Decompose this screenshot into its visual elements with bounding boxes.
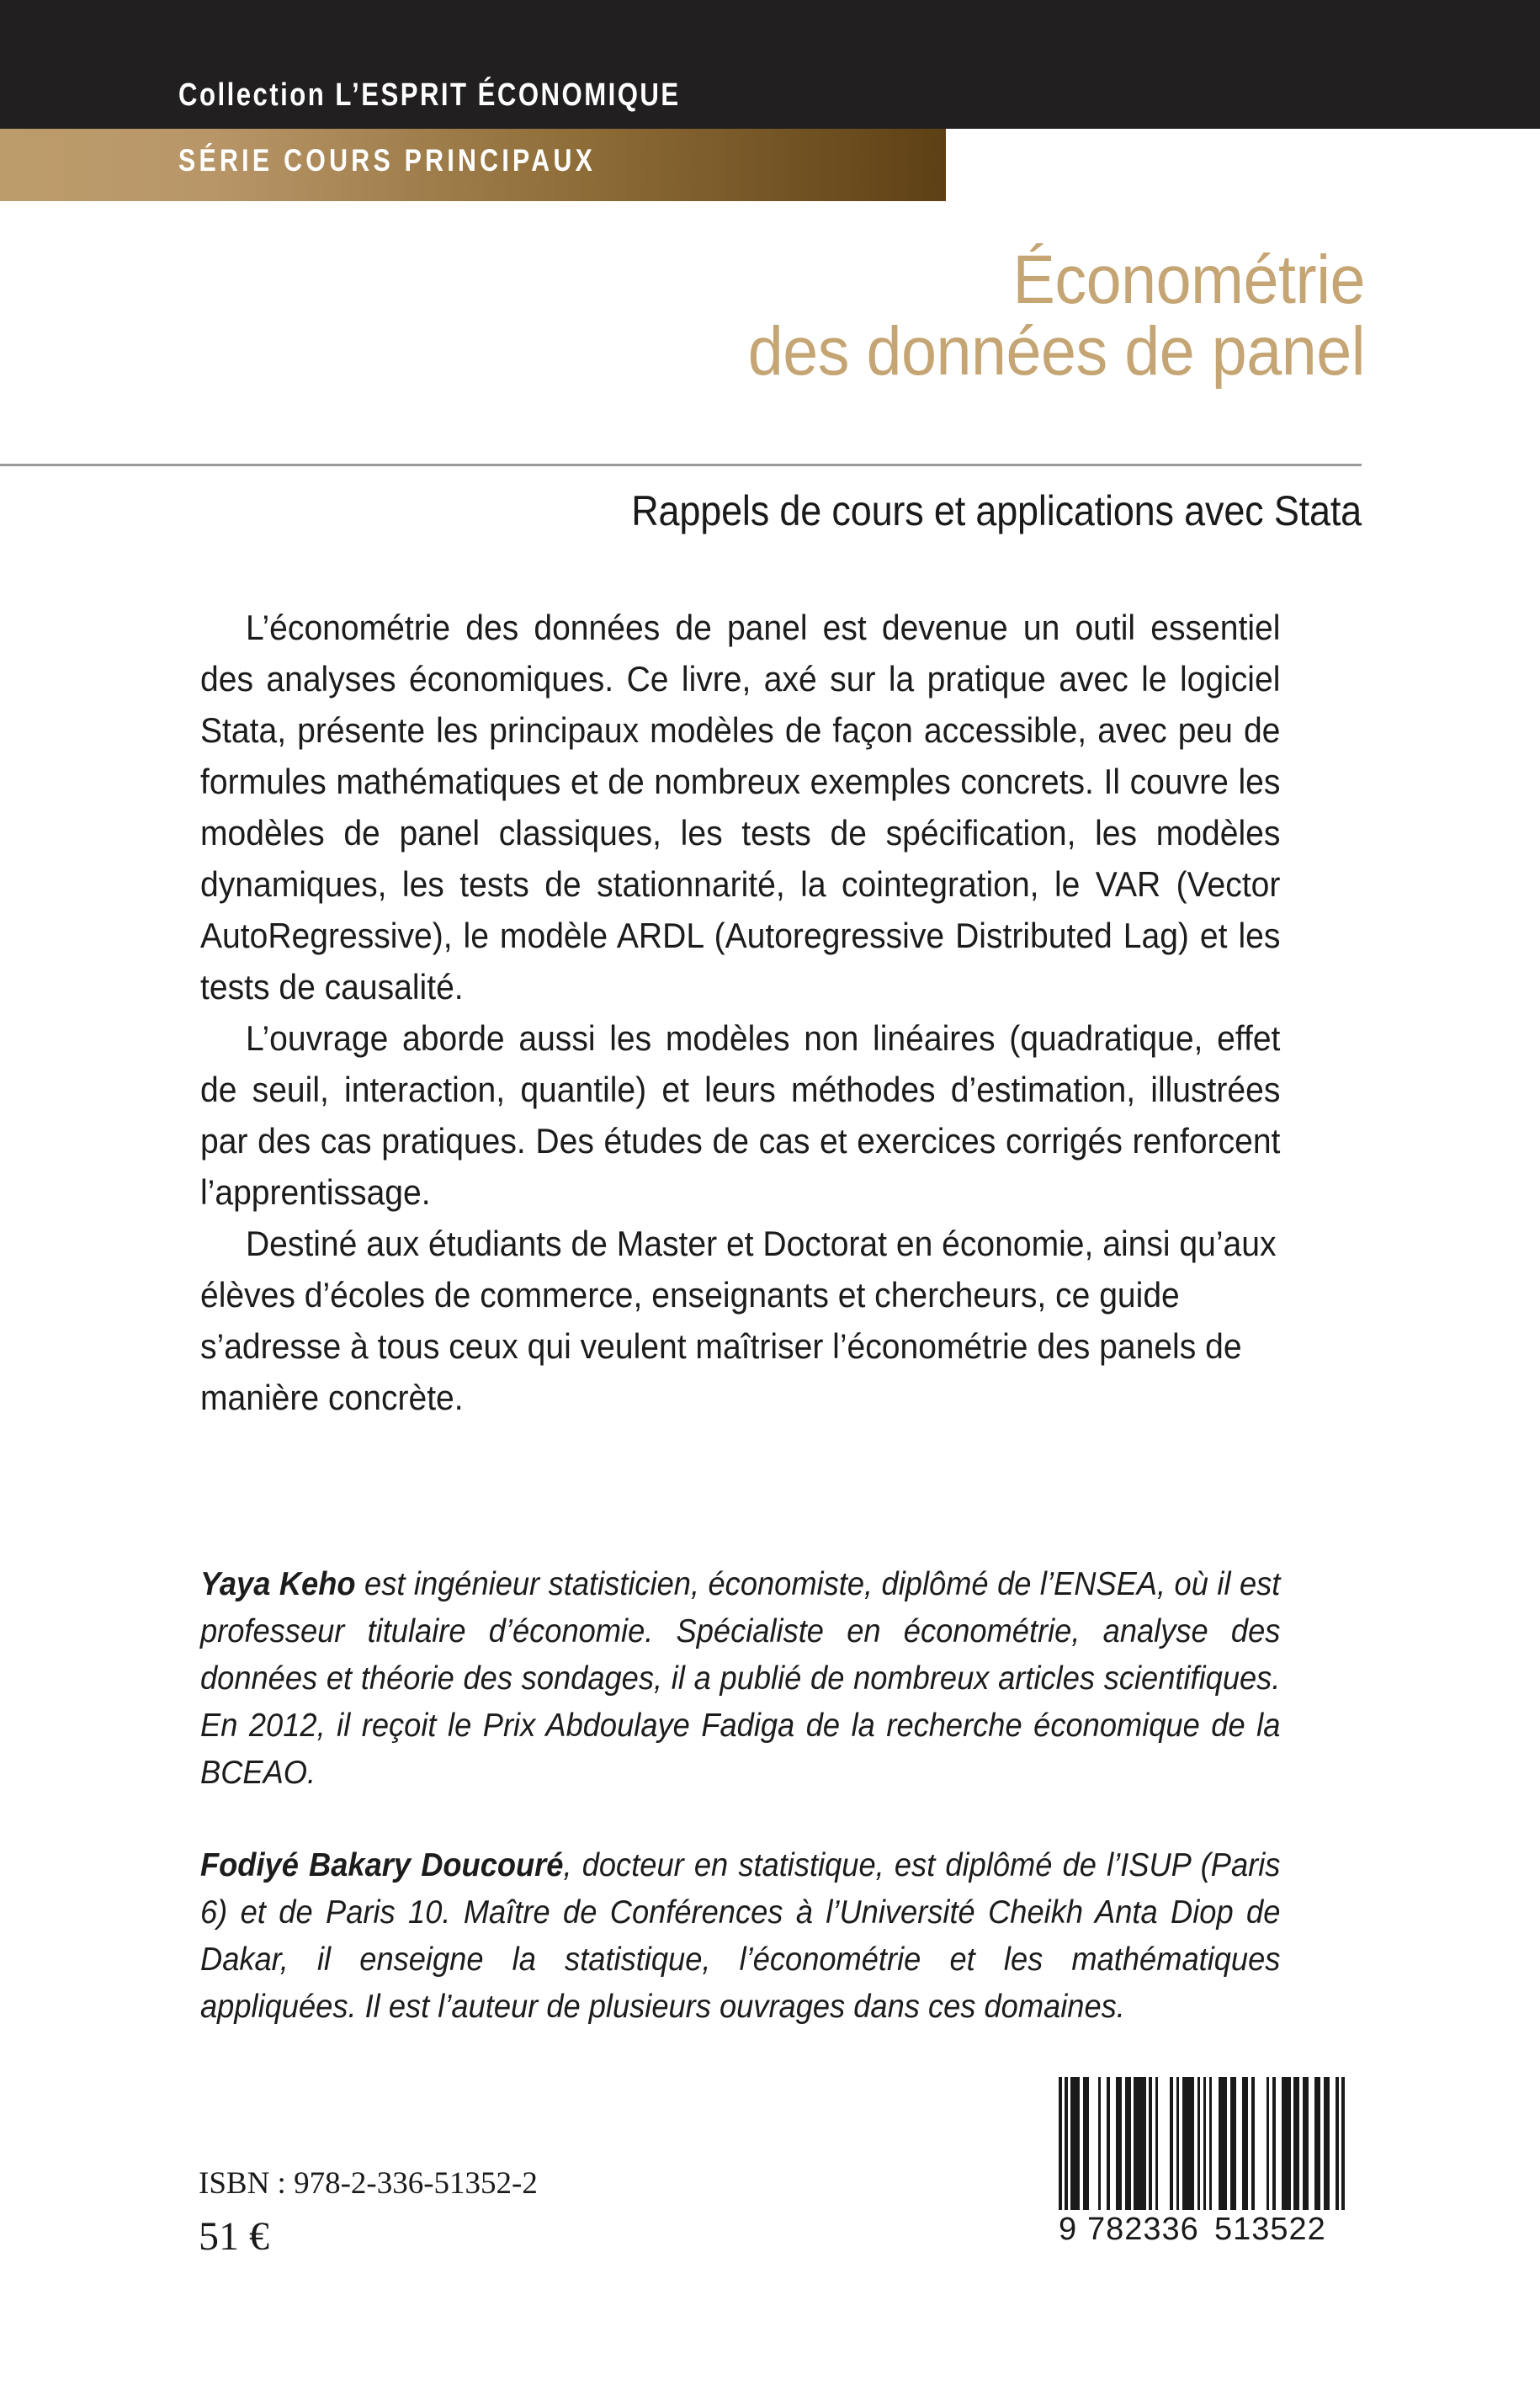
- series-label: SÉRIE COURS PRINCIPAUX: [178, 143, 597, 178]
- author-bio: [200, 1561, 1280, 1797]
- description-paragraph-3: Destiné aux étudiants de Master et Doctorat en économie, ainsi qu’aux élèves d’écoles de commerce, enseignants et chercheurs, ce guide s’adresse à tous ceux qui veulent maîtriser l’économétrie des panels de manière concrète.: [200, 1224, 1277, 1417]
- collection-label: Collection L’ESPRIT ÉCONOMIQUE: [178, 77, 681, 113]
- author-bios: [200, 1561, 1280, 2031]
- price-text: 51 €: [199, 2214, 269, 2259]
- description-paragraph-1: L’économétrie des données de panel est devenue un outil essentiel des analyses économiques. Ce livre, axé sur la pratique avec le logiciel Stata, présente les principaux modèles de façon accessible, avec peu de formules mathématiques et de nombreux exemples concrets. Il couvre les modèles de panel classiques, les tests de spécification, les modèles dynamiques, les tests de stationnarité, la cointegration, le VAR (Vector AutoRegressive), le modèle ARDL (Autoregressive Distributed Lag) et les tests de causalité.: [200, 608, 1281, 1007]
- page-title: [109, 244, 1365, 388]
- author-bio-text: est ingénieur statisticien, économiste, diplômé de l’ENSEA, où il est professeur titulaire d’économie. Spécialiste en économétrie, analyse des données et théorie des sondages, il a publié de nombreux articles scientifiques. En 2012, il reçoit le Prix Abdoulaye Fadiga de la recherche économique de la BCEAO.: [200, 1566, 1281, 1791]
- book-title-line-2: des données de panel: [747, 313, 1365, 390]
- book-subtitle: Rappels de cours et applications avec Stata: [631, 487, 1362, 534]
- title-divider: [0, 464, 1362, 466]
- barcode: [1059, 2077, 1345, 2249]
- author-name: Yaya Keho: [200, 1566, 356, 1602]
- description-paragraph-2: L’ouvrage aborde aussi les modèles non linéaires (quadratique, effet de seuil, interaction, quantile) et leurs méthodes d’estimation, illustrées par des cas pratiques. Des études de cas et exercices corrigés renforcent l’apprentissage.: [200, 1018, 1281, 1212]
- barcode-digits-right: 513522: [1214, 2212, 1326, 2247]
- barcode-bars: [1059, 2077, 1345, 2210]
- book-description: [200, 602, 1280, 1423]
- author-bio-text: , docteur en statistique, est diplômé de l’ISUP (Paris 6) et de Paris 10. Maître de Conférences à l’Université Cheikh Anta Diop de Dakar, il enseigne la statistique, l’économétrie et les mathématiques appliquées. Il est l’auteur de plusieurs ouvrages dans ces domaines.: [200, 1847, 1281, 2025]
- author-name: Fodiyé Bakary Doucouré: [200, 1847, 564, 1883]
- book-title-line-1: Économétrie: [1012, 242, 1365, 318]
- author-bio: [200, 1842, 1280, 2031]
- isbn-text: ISBN : 978-2-336-51352-2: [199, 2166, 538, 2201]
- barcode-digits-left: 782336: [1087, 2212, 1199, 2247]
- barcode-digits: [1059, 2212, 1345, 2249]
- barcode-digit-lead: 9: [1059, 2212, 1078, 2247]
